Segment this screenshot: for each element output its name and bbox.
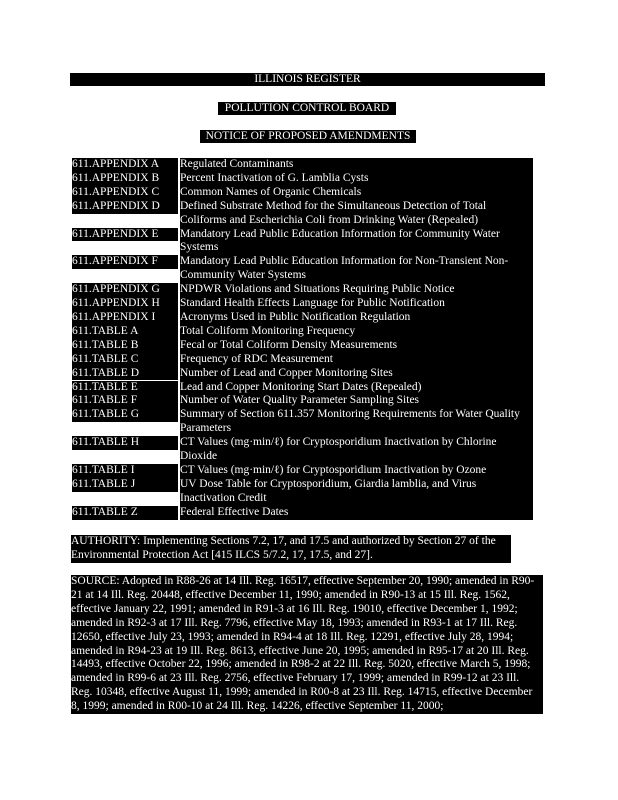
toc-code: 611.TABLE B (72, 339, 178, 353)
toc-row (72, 394, 533, 408)
toc-row (72, 200, 533, 228)
toc-row (72, 367, 533, 381)
toc-code: 611.TABLE E (72, 381, 178, 395)
table-of-contents (72, 158, 533, 520)
toc-code: 611.TABLE J (72, 478, 178, 492)
toc-code: 611.APPENDIX E (72, 228, 178, 242)
toc-code: 611.TABLE A (72, 325, 178, 339)
toc-description: Defined Substrate Method for the Simultaneous Detection of Total Coliforms and Escherichia Coli from Drinking Water (Repealed) (180, 200, 533, 228)
register-title: ILLINOIS REGISTER (70, 73, 545, 86)
toc-row (72, 436, 533, 464)
toc-code: 611.APPENDIX D (72, 200, 178, 214)
toc-row (72, 353, 533, 367)
toc-row (72, 297, 533, 311)
toc-description: Regulated Contaminants (180, 158, 533, 172)
toc-row (72, 464, 533, 478)
toc-description: Mandatory Lead Public Education Information for Community Water Systems (180, 228, 533, 256)
toc-description: Number of Water Quality Parameter Sampling Sites (180, 394, 533, 408)
toc-description: Acronyms Used in Public Notification Regulation (180, 311, 533, 325)
toc-description: Fecal or Total Coliform Density Measurements (180, 339, 533, 353)
toc-row (72, 408, 533, 436)
toc-code: 611.TABLE G (72, 408, 178, 422)
toc-row (72, 325, 533, 339)
toc-description: CT Values (mg·min/ℓ) for Cryptosporidium Inactivation by Ozone (180, 464, 533, 478)
toc-description: CT Values (mg·min/ℓ) for Cryptosporidium Inactivation by Chlorine Dioxide (180, 436, 533, 464)
toc-code: 611.APPENDIX A (72, 158, 178, 172)
board-title: POLLUTION CONTROL BOARD (218, 102, 396, 115)
toc-code: 611.TABLE Z (72, 506, 178, 520)
toc-row (72, 339, 533, 353)
toc-description: Frequency of RDC Measurement (180, 353, 533, 367)
toc-description: Common Names of Organic Chemicals (180, 186, 533, 200)
toc-code: 611.APPENDIX G (72, 283, 178, 297)
toc-row (72, 186, 533, 200)
toc-description: Mandatory Lead Public Education Information for Non-Transient Non-Community Water Systems (180, 255, 533, 283)
toc-code: 611.TABLE H (72, 436, 178, 450)
source-paragraph: SOURCE: Adopted in R88-26 at 14 Ill. Reg. 16517, effective September 20, 1990; amended in R90-21 at 14 Ill. Reg. 20448, effective December 11, 1990; amended in R90-13 at 15 Ill. Reg. 1562, effective January 22, 1991; amended in R91-3 at 16 Ill. Reg. 19010, effective December 1, 1992; amended in R92-3 at 17 Ill. Reg. 7796, effective May 18, 1993; amended in R93-1 at 17 Ill. Reg. 12650, effective July 23, 1993; amended in R94-4 at 18 Ill. Reg. 12291, effective July 28, 1994; amended in R94-23 at 19 Ill. Reg. 8613, effective June 20, 1995; amended in R95-17 at 20 Ill. Reg. 14493, effective October 22, 1996; amended in R98-2 at 22 Ill. Reg. 5020, effective March 5, 1998; amended in R99-6 at 23 Ill. Reg. 2756, effective February 17, 1999; amended in R99-12 at 23 Ill. Reg. 10348, effective August 11, 1999; amended in R00-8 at 23 Ill. Reg. 14715, effective December 8, 1999; amended in R00-10 at 24 Ill. Reg. 14226, effective September 11, 2000; (71, 575, 543, 714)
toc-code: 611.TABLE I (72, 464, 178, 478)
toc-description: Total Coliform Monitoring Frequency (180, 325, 533, 339)
toc-row (72, 478, 533, 506)
toc-description: Lead and Copper Monitoring Start Dates (Repealed) (180, 381, 533, 395)
authority-paragraph: AUTHORITY: Implementing Sections 7.2, 17, and 17.5 and authorized by Section 27 of the Environmental Protection Act [415 ILCS 5/7.2, 17, 17.5, and 27]. (71, 535, 511, 563)
toc-code: 611.APPENDIX I (72, 311, 178, 325)
toc-row (72, 228, 533, 256)
toc-code: 611.TABLE F (72, 394, 178, 408)
toc-description: UV Dose Table for Cryptosporidium, Giardia lamblia, and Virus Inactivation Credit (180, 478, 533, 506)
toc-row (72, 255, 533, 283)
toc-code: 611.TABLE C (72, 353, 178, 367)
toc-code: 611.APPENDIX F (72, 255, 178, 269)
toc-code: 611.APPENDIX B (72, 172, 178, 186)
toc-description: Percent Inactivation of G. Lamblia Cysts (180, 172, 533, 186)
toc-row (72, 381, 533, 395)
notice-title: NOTICE OF PROPOSED AMENDMENTS (200, 130, 416, 143)
toc-code: 611.TABLE D (72, 367, 178, 381)
toc-row (72, 506, 533, 520)
toc-description: Federal Effective Dates (180, 506, 533, 520)
toc-row (72, 311, 533, 325)
toc-code: 611.APPENDIX H (72, 297, 178, 311)
toc-row (72, 158, 533, 172)
toc-description: Standard Health Effects Language for Public Notification (180, 297, 533, 311)
toc-code: 611.APPENDIX C (72, 186, 178, 200)
toc-row (72, 172, 533, 186)
toc-description: NPDWR Violations and Situations Requiring Public Notice (180, 283, 533, 297)
toc-row (72, 283, 533, 297)
toc-description: Number of Lead and Copper Monitoring Sites (180, 367, 533, 381)
toc-description: Summary of Section 611.357 Monitoring Requirements for Water Quality Parameters (180, 408, 533, 436)
